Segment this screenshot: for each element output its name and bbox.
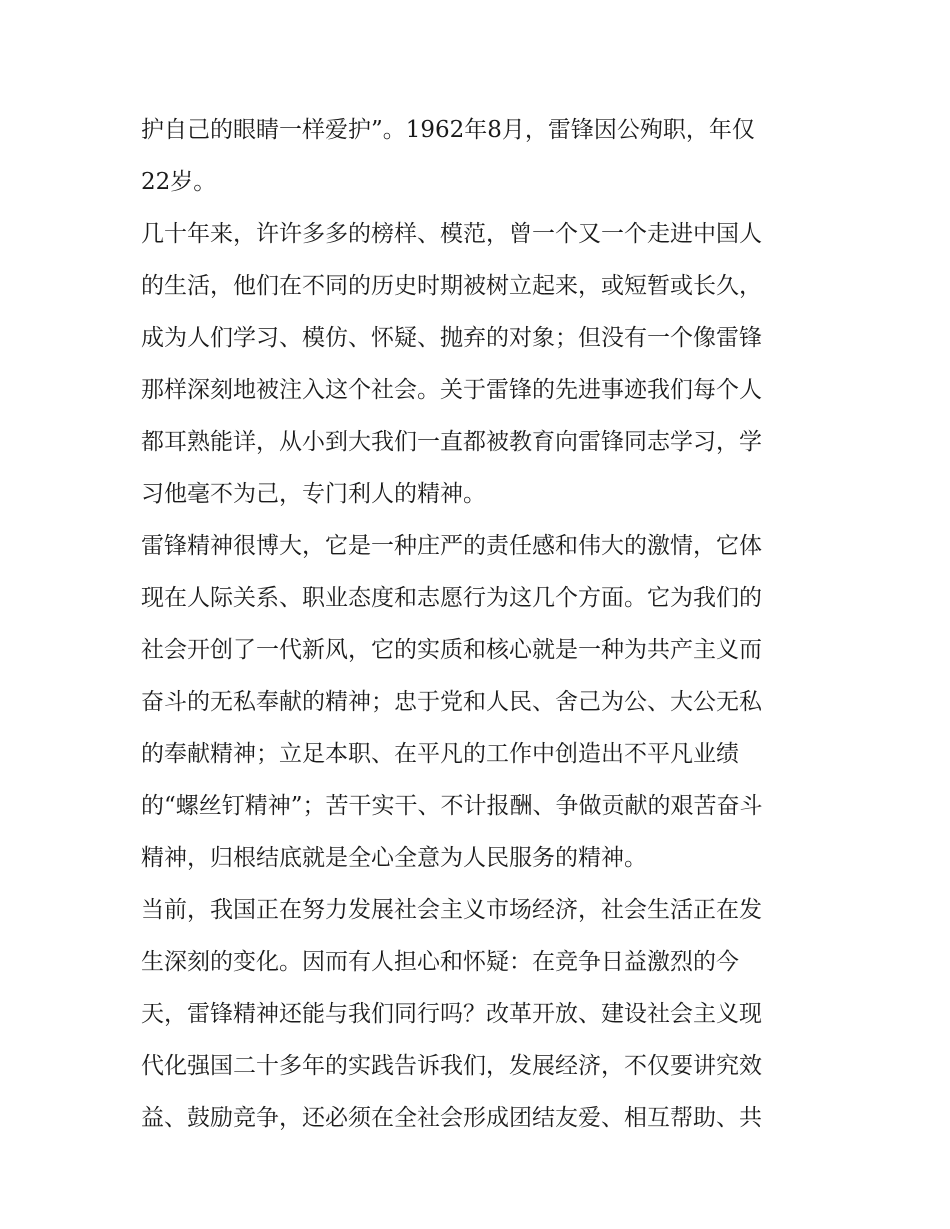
text-line: 奋斗的无私奉献的精神；忠于党和人民、舍己为公、大公无私 — [141, 689, 762, 715]
text-line: 都耳熟能详，从小到大我们一直都被教育向雷锋同志学习，学 — [141, 429, 762, 455]
text-line: 22岁。 — [141, 169, 217, 195]
text-line: 的生活，他们在不同的历史时期被树立起来，或短暂或长久， — [141, 273, 762, 299]
text-line: 社会开创了一代新风，它的实质和核心就是一种为共产主义而 — [141, 637, 762, 663]
text-line: 的奉献精神；立足本职、在平凡的工作中创造出不平凡业绩 — [141, 741, 739, 767]
text-line: 益、鼓励竞争，还必须在全社会形成团结友爱、相互帮助、共 — [141, 1105, 762, 1131]
text-line: 现在人际关系、职业态度和志愿行为这几个方面。它为我们的 — [141, 585, 762, 611]
text-line: 成为人们学习、模仿、怀疑、抛弃的对象；但没有一个像雷锋 — [141, 325, 762, 351]
text-line: 生深刻的变化。因而有人担心和怀疑：在竞争日益激烈的今 — [141, 949, 739, 975]
text-line: 那样深刻地被注入这个社会。关于雷锋的先进事迹我们每个人 — [141, 377, 762, 403]
text-line: 雷锋精神很博大，它是一种庄严的责任感和伟大的激情，它体 — [141, 533, 762, 559]
text-line: 精神，归根结底就是全心全意为人民服务的精神。 — [141, 845, 647, 871]
text-line: 护自己的眼睛一样爱护”。1962年8月，雷锋因公殉职，年仅 — [141, 117, 755, 143]
text-line: 当前，我国正在努力发展社会主义市场经济，社会生活正在发 — [141, 897, 762, 923]
text-line: 的“螺丝钉精神”；苦干实干、不计报酬、争做贡献的艰苦奋斗 — [141, 793, 763, 819]
text-line: 天，雷锋精神还能与我们同行吗？改革开放、建设社会主义现 — [141, 1001, 762, 1027]
text-line: 习他毫不为己，专门利人的精神。 — [141, 481, 486, 507]
text-line: 代化强国二十多年的实践告诉我们，发展经济，不仅要讲究效 — [141, 1053, 762, 1079]
text-line: 几十年来，许许多多的榜样、模范，曾一个又一个走进中国人 — [141, 221, 762, 247]
